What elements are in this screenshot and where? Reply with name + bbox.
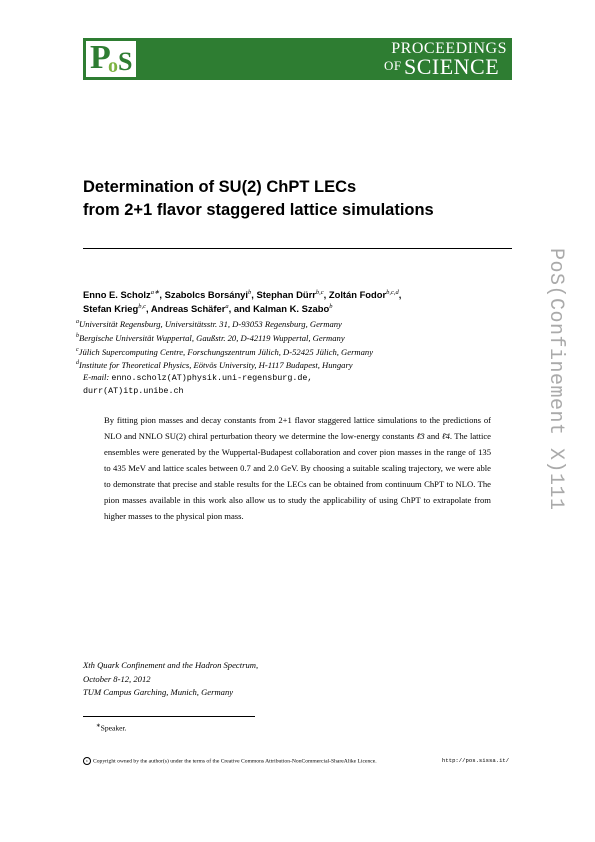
- author-marks: b: [329, 303, 333, 310]
- abstract: [104, 412, 491, 524]
- affiliation-d: [76, 360, 353, 370]
- conference-date: October 8-12, 2012: [83, 674, 151, 684]
- logo-science: SCIENCE: [404, 54, 500, 79]
- lec-l3: ℓ̄3: [416, 431, 425, 441]
- footnote-text: Speaker.: [100, 723, 127, 733]
- affiliation-c: [76, 347, 373, 357]
- logo-proceedings: PROCEEDINGS: [391, 40, 507, 57]
- author-list-line-1: [83, 288, 401, 300]
- email-link-scholz[interactable]: enno.scholz(AT)physik.uni-regensburg.de,: [111, 373, 313, 383]
- affiliation-text: Bergische Universität Wuppertal, Gaußstr. 20, D-42119 Wuppertal, Germany: [79, 333, 345, 343]
- footnote-rule: [83, 716, 255, 717]
- author-list-line-2: [83, 303, 332, 314]
- email-line-2: [83, 385, 184, 396]
- author-separator: ,: [398, 289, 402, 301]
- pos-side-label: PoS(Confinement X)111: [544, 248, 567, 511]
- conference-name: Xth Quark Confinement and the Hadron Spectrum,: [83, 660, 259, 670]
- email-link-durr[interactable]: durr(AT)itp.unibe.ch: [83, 386, 184, 396]
- author-marks: b,c: [315, 289, 324, 296]
- pos-logo-icon: [85, 40, 137, 78]
- author-name: Stephan Dürr: [256, 289, 316, 301]
- affiliation-a: [76, 319, 342, 329]
- abstract-text: [104, 412, 491, 524]
- abstract-part-2: . The lattice ensembles were generated by the Wuppertal-Budapest collaboration and cover pion masses in the range of 135 to 435 MeV and lattice scales between 0.7 and 2.0 GeV. By choosing a suitable scaling trajectory, we were able to demonstrate that precise and stable results for the LECs can be obtained from continuum ChPT to NLO. The pion masses available in this work also allow us to study the applicability of using ChPT to extrapolate from higher masses to the physical pion mass.: [104, 431, 491, 521]
- title-rule: [83, 248, 512, 249]
- author-separator: ,: [323, 289, 329, 301]
- logo-of: OF: [384, 58, 402, 73]
- abstract-and: and: [424, 431, 442, 441]
- pos-url-link[interactable]: http://pos.sissa.it/: [442, 757, 510, 764]
- affiliation-mark: b: [76, 333, 79, 340]
- author-marks: b: [248, 289, 252, 296]
- copyright-text: Copyright owned by the author(s) under the terms of the Creative Commons Attribution-NonCommercial-ShareAlike Licence.: [93, 758, 377, 765]
- logo-letter-p: P: [90, 39, 111, 76]
- email-label: E-mail:: [83, 372, 110, 382]
- conference-location: TUM Campus Garching, Munich, Germany: [83, 687, 234, 697]
- affiliation-mark: c: [76, 347, 79, 354]
- author-separator: ,: [159, 289, 165, 301]
- author-marks: b,c,d: [386, 289, 399, 296]
- lec-l4: ℓ̄4: [441, 431, 450, 441]
- paper-title-line-1: Determination of SU(2) ChPT LECs: [83, 178, 357, 196]
- author-separator: ,: [146, 303, 151, 315]
- author-name: Stefan Krieg: [83, 303, 139, 315]
- copyright-notice: [83, 757, 377, 765]
- affiliation-mark: d: [76, 360, 79, 367]
- author-marks: b,c: [138, 303, 146, 310]
- author-separator: ,: [251, 289, 257, 301]
- author-name: Szabolcs Borsányi: [164, 289, 249, 301]
- affiliation-mark: a: [76, 319, 79, 326]
- author-marks: a∗: [150, 289, 160, 296]
- paper-title-line-2: from 2+1 flavor staggered lattice simulations: [83, 201, 434, 219]
- author-separator: , and: [228, 303, 254, 315]
- affiliation-text: Universität Regensburg, Universitätsstr. 31, D-93053 Regensburg, Germany: [79, 319, 342, 329]
- affiliation-b: [76, 333, 345, 343]
- author-name: Kalman K. Szabo: [253, 303, 330, 315]
- footnote: [96, 723, 127, 733]
- author-name: Enno E. Scholz: [83, 289, 151, 301]
- footnote-mark: ∗: [96, 723, 101, 729]
- copyright-icon: c: [83, 757, 91, 765]
- logo-letter-s: S: [118, 47, 133, 76]
- logo-letter-o: o: [108, 55, 118, 77]
- author-name: Andreas Schäfer: [150, 303, 226, 315]
- affiliation-text: Institute for Theoretical Physics, Eötvös University, H-1117 Budapest, Hungary: [79, 360, 353, 370]
- affiliation-text: Jülich Supercomputing Centre, Forschungszentrum Jülich, D-52425 Jülich, Germany: [78, 347, 374, 357]
- abstract-part-1: By fitting pion masses and decay constants from 2+1 flavor staggered lattice simulations to the predictions of NLO and NNLO SU(2) chiral perturbation theory we determine the low-energy constants: [104, 415, 491, 441]
- email-line-1: [83, 372, 312, 383]
- author-marks: a: [225, 303, 229, 310]
- author-name: Zoltán Fodor: [328, 289, 387, 301]
